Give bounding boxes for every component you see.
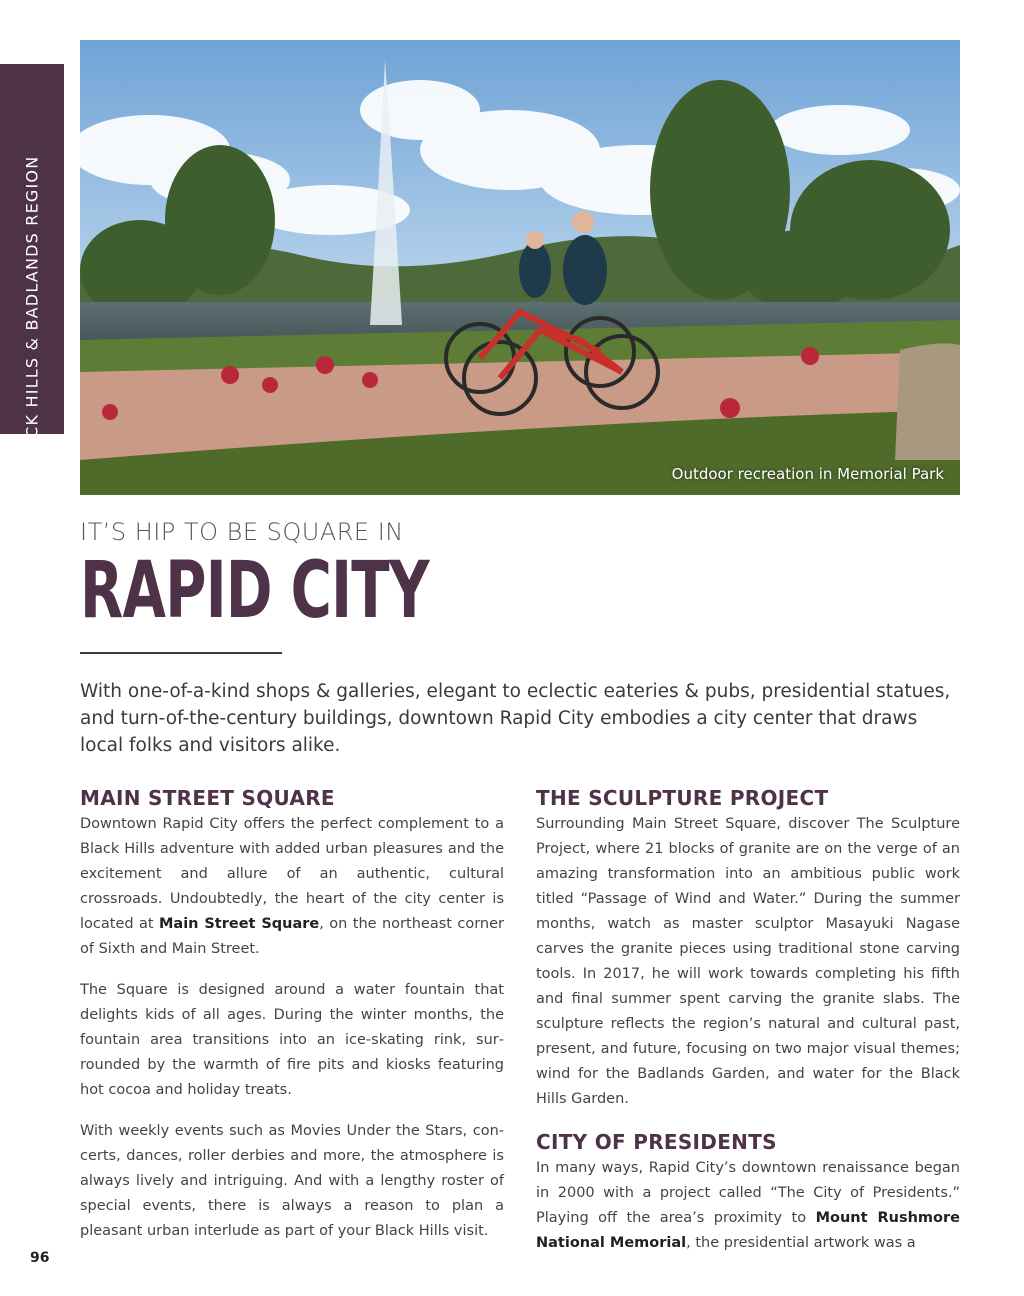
region-label: BLACK HILLS & BADLANDS REGION xyxy=(22,155,42,473)
section-heading-sculpture: THE SCULPTURE PROJECT xyxy=(536,786,829,810)
page-title: RAPID CITY xyxy=(80,546,429,636)
intro-paragraph: With one-of-a-kind shops & galleries, elegant to eclectic eateries & pubs, presidential statues, and turn-of-the-century buildings, downtown Rapid City embodies a city center that draws local folks and visitors alike. xyxy=(80,681,951,756)
hero-photo xyxy=(80,40,960,495)
headline-kicker: IT’S HIP TO BE SQUARE IN xyxy=(80,518,404,546)
presidents-paragraph xyxy=(536,1156,960,1256)
park-photo-illustration xyxy=(80,40,960,495)
region-side-tab xyxy=(0,64,64,473)
right-column xyxy=(536,784,960,1272)
title-divider xyxy=(80,652,282,654)
main-street-square-bold: Main Street Square xyxy=(158,916,320,932)
page-number: 96 xyxy=(30,1250,50,1266)
sculpture-paragraph: Surrounding Main Street Square, discover The Sculpture Project, where 21 blocks of granite are on the verge of an amazing transformation into an ambitious public work titled “Passage of Wind and Water.” During the summer months, watch as master sculptor Masayuki Nagase carves the granite pieces using traditional stone carving tools. In 2017, he will work towards completing his fifth and final summer spent carving the granite slabs. The sculpture reflects the region’s natural and cultural past, present, and future, focusing on two major visual themes; wind for the Badlands Garden, and water for the Black Hills Garden. xyxy=(536,816,960,1107)
main-street-p1-tail: , on the northeast corner of Sixth and Main Street. xyxy=(80,916,504,957)
main-street-paragraph-2: The Square is designed around a water fountain that delights kids of all ages. During the winter months, the fountain area transitions into an ice-skating rink, surrounded by the warmth of fire pits and kiosks featuring hot cocoa and holiday treats. xyxy=(80,982,504,1098)
main-street-p1-text: Downtown Rapid City offers the perfect complement to a Black Hills adventure with added urban pleasures and the excitement and allure of an authentic, cultural crossroads. Undoubtedly, the heart of the city center is located at xyxy=(80,816,504,932)
mount-rushmore-bold: Mount Rushmore National Memorial xyxy=(536,1210,960,1251)
section-heading-main-street: MAIN STREET SQUARE xyxy=(80,786,335,810)
photo-caption: Outdoor recreation in Memorial Park xyxy=(671,465,944,483)
presidents-p1-text: In many ways, Rapid City’s downtown renaissance began in 2000 with a project called “The City of Presidents.” Playing off the area’s proximity to xyxy=(536,1160,960,1226)
main-street-paragraph-1 xyxy=(80,812,504,962)
main-street-paragraph-3: With weekly events such as Movies Under the Stars, concerts, dances, roller derbies and more, the atmosphere is always lively and intriguing. And with a lengthy roster of special events, there is always a reason to plan a pleasant urban interlude as part of your Black Hills visit. xyxy=(80,1123,504,1239)
left-column xyxy=(80,784,504,1260)
section-heading-presidents: CITY OF PRESIDENTS xyxy=(536,1130,777,1154)
presidents-p1-tail: , the presidential artwork was a xyxy=(686,1235,916,1251)
